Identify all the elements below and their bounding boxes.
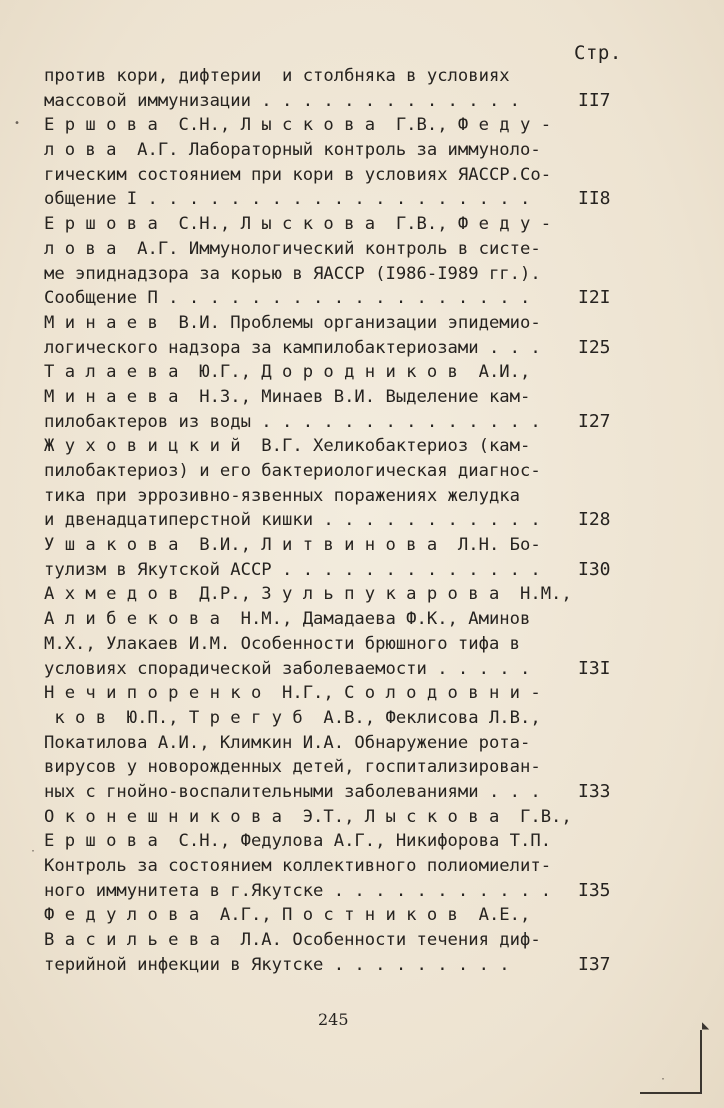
toc-entry-page: I27 [578, 410, 611, 432]
toc-entry [44, 681, 684, 804]
toc-entry-line: гическим состоянием при кори в условиях ЯАССР.Со- [44, 164, 552, 185]
toc-entry-line: и двенадцатиперстной кишки . . . . . . . . . . . [44, 510, 541, 531]
toc-entry [44, 113, 684, 212]
toc-entry-line: Е р ш о в а С.Н., Л ы с к о в а Г.В., Ф е д у - [44, 115, 552, 136]
toc-entry-line: массовой иммунизации . . . . . . . . . . . . . [44, 90, 520, 111]
toc-entry-line: пилобактериоз) и его бактериологическая диагнос- [44, 461, 541, 481]
toc-entry-page: II8 [578, 188, 611, 210]
corner-mark-icon: ◣ [702, 1018, 710, 1032]
paper-speck-icon: • [14, 118, 21, 129]
toc-entry-line: к о в Ю.П., Т р е г у б А.В., Феклисова Л.В., [44, 707, 541, 728]
toc-entry [44, 360, 684, 434]
toc-entry-line: Ф е д у л о в а А.Г., П о с т н и к о в А.Е., [44, 905, 531, 926]
toc-entry-page: I37 [578, 953, 611, 975]
toc-entry-line: Контроль за состоянием коллективного полиомиелит- [44, 856, 552, 876]
page-number: 245 [318, 1010, 349, 1029]
toc-entry-line: условиях спорадической заболеваемости . . . . . [44, 658, 531, 679]
toc-entry-page: I30 [578, 558, 611, 580]
toc-entry-page: I35 [578, 879, 611, 901]
toc-entry-line: Ж у х о в и ц к и й В.Г. Хеликобактериоз (кам- [44, 436, 531, 457]
toc-entry-line: М и н а е в а Н.З., Минаев В.И. Выделение кам- [44, 386, 531, 407]
paper-speck-icon: · [660, 1074, 667, 1085]
toc-entry-line: общение I . . . . . . . . . . . . . . . . . . . [44, 189, 531, 210]
toc-entry-line: ме эпиднадзора за корью в ЯАССР (I986-I989 гг.). [44, 263, 541, 284]
toc-entry-line: В а с и л ь е в а Л.А. Особенности течения диф- [44, 930, 541, 951]
toc-entry-line: Покатилова А.И., Климкин И.А. Обнаружение рота- [44, 732, 531, 753]
toc-entry [44, 311, 684, 360]
toc-entry-page: I25 [578, 336, 611, 358]
toc-entry-page: I28 [578, 509, 611, 531]
toc-entry-line: ных с гнойно-воспалительными заболеваниями . . . [44, 781, 541, 802]
toc-entry-page: I2I [578, 287, 611, 309]
toc-entry-line: Т а л а е в а Ю.Г., Д о р о д н и к о в А.И., [44, 362, 531, 383]
frame-line-vertical [700, 1030, 702, 1094]
toc-entry-line: Е р ш о в а С.Н., Л ы с к о в а Г.В., Ф е д у - [44, 214, 552, 235]
toc-entry-line: логического надзора за кампилобактериозами . . . [44, 337, 541, 358]
toc-entry [44, 805, 684, 904]
toc-entry [44, 212, 684, 311]
toc-entry-line: М и н а е в В.И. Проблемы организации эпидемио- [44, 312, 541, 333]
paper-speck-icon: · [30, 846, 37, 857]
toc-entry-line: О к о н е ш н и к о в а Э.Т., Л ы с к о в а Г.В., [44, 806, 572, 827]
toc-entry-line: тулизм в Якутской АССР . . . . . . . . . . . . . [44, 559, 541, 580]
toc-entry-line: ного иммунитета в г.Якутске . . . . . . . . . . . [44, 880, 552, 901]
toc-entry-page: I3I [578, 657, 611, 679]
toc-entry-line: вирусов у новорожденных детей, госпитализирован- [44, 757, 541, 778]
toc-entry-line: Н е ч и п о р е н к о Н.Г., С о л о д о в н и - [44, 683, 541, 704]
toc-entry-line: л о в а А.Г. Иммунологический контроль в систе- [44, 238, 541, 259]
toc-entry-page: I33 [578, 780, 611, 802]
toc-entry-line: тика при эррозивно-язвенных поражениях желудка [44, 485, 520, 506]
toc-entry-line: А х м е д о в Д.Р., З у л ь п у к а р о в а Н.М., [44, 584, 572, 605]
toc-entry-line: М.Х., Улакаев И.М. Особенности брюшного тифа в [44, 633, 520, 654]
toc-entry-page: II7 [578, 89, 611, 111]
table-of-contents [44, 64, 684, 977]
toc-entry-line: л о в а А.Г. Лабораторный контроль за иммуноло- [44, 140, 541, 161]
toc-entry-line: пилобактеров из воды . . . . . . . . . . . . . . [44, 411, 541, 432]
toc-entry [44, 533, 684, 582]
frame-line-horizontal [640, 1092, 702, 1094]
toc-entry-line: Е р ш о в а С.Н., Федулова А.Г., Никифорова Т.П. [44, 831, 552, 852]
toc-entry [44, 582, 684, 681]
toc-entry-line: терийной инфекции в Якутске . . . . . . . . . [44, 954, 510, 975]
toc-entry-line: против кори, дифтерии и столбняка в условиях [44, 66, 510, 86]
toc-entry [44, 434, 684, 533]
toc-entry-line: Сообщение П . . . . . . . . . . . . . . . . . . [44, 288, 531, 309]
toc-entry-line: А л и б е к о в а Н.М., Дамадаева Ф.К., Аминов [44, 609, 531, 630]
toc-entry [44, 64, 684, 113]
toc-entry-line: У ш а к о в а В.И., Л и т в и н о в а Л.Н. Бо- [44, 535, 541, 556]
page-column-header: Стр. [574, 42, 622, 64]
toc-entry [44, 903, 684, 977]
